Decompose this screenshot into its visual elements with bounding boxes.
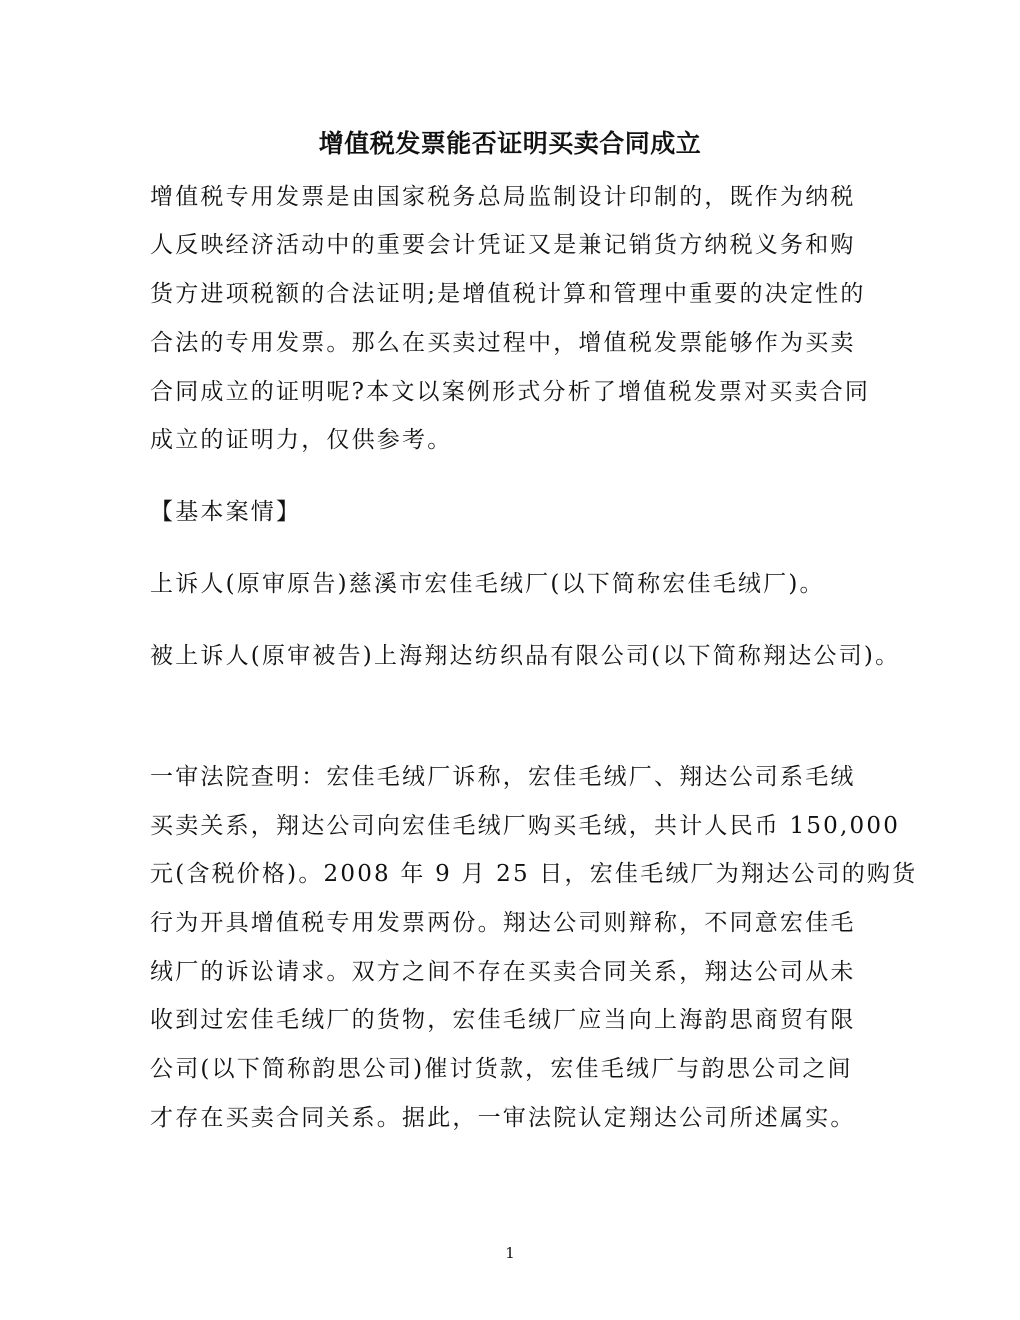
intro-line: 增值税专用发票是由国家税务总局监制设计印制的，既作为纳税 <box>150 184 856 210</box>
findings-line: 一审法院查明：宏佳毛绒厂诉称，宏佳毛绒厂、翔达公司系毛绒 <box>150 764 856 790</box>
findings-line: 行为开具增值税专用发票两份。翔达公司则辩称，不同意宏佳毛 <box>150 910 856 936</box>
page-number: 1 <box>505 1244 515 1262</box>
section-heading: 【基本案情】 <box>150 499 302 525</box>
intro-line: 人反映经济活动中的重要会计凭证又是兼记销货方纳税义务和购 <box>150 232 856 258</box>
intro-line: 合法的专用发票。那么在买卖过程中，增值税发票能够作为买卖 <box>150 330 856 356</box>
document-title: 增值税发票能否证明买卖合同成立 <box>318 129 702 158</box>
findings-line: 才存在买卖合同关系。据此，一审法院认定翔达公司所述属实。 <box>150 1105 856 1131</box>
intro-line: 合同成立的证明呢?本文以案例形式分析了增值税发票对买卖合同 <box>150 379 871 405</box>
intro-line: 成立的证明力，仅供参考。 <box>150 427 453 453</box>
findings-line: 绒厂的诉讼请求。双方之间不存在买卖合同关系，翔达公司从未 <box>150 959 856 985</box>
intro-line: 货方进项税额的合法证明;是增值税计算和管理中重要的决定性的 <box>150 281 866 307</box>
appellee-line: 被上诉人(原审被告)上海翔达纺织品有限公司(以下简称翔达公司)。 <box>150 643 901 669</box>
findings-line: 买卖关系，翔达公司向宏佳毛绒厂购买毛绒，共计人民币 150,000 <box>150 813 901 839</box>
findings-line: 公司(以下简称韵思公司)催讨货款，宏佳毛绒厂与韵思公司之间 <box>150 1056 853 1082</box>
findings-line: 收到过宏佳毛绒厂的货物，宏佳毛绒厂应当向上海韵思商贸有限 <box>150 1007 856 1033</box>
appellant-line: 上诉人(原审原告)慈溪市宏佳毛绒厂(以下简称宏佳毛绒厂)。 <box>150 571 825 597</box>
findings-line: 元(含税价格)。2008 年 9 月 25 日，宏佳毛绒厂为翔达公司的购货 <box>150 861 918 887</box>
